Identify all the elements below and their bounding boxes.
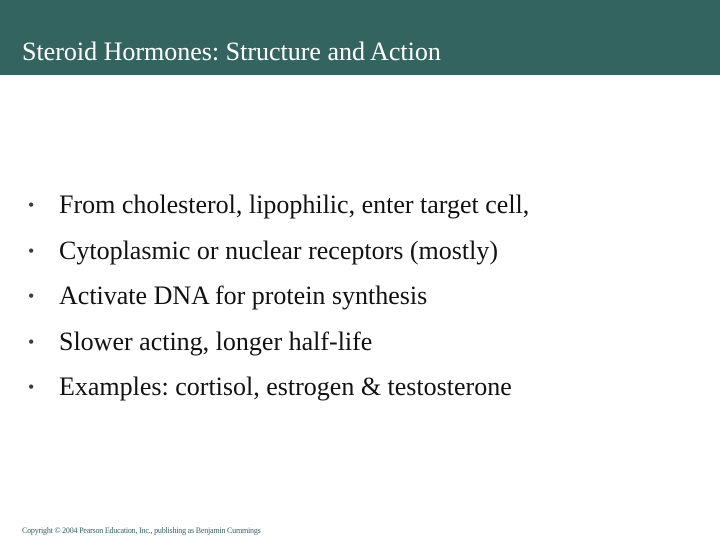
bullet-icon: •: [28, 286, 35, 306]
bullet-text: Cytoplasmic or nuclear receptors (mostly): [59, 235, 498, 265]
bullet-text: Slower acting, longer half-life: [59, 326, 373, 356]
bullet-text: From cholesterol, lipophilic, enter target cell,: [59, 190, 530, 219]
bullet-icon: •: [28, 195, 35, 215]
slide-title: Steroid Hormones: Structure and Action: [22, 37, 441, 66]
title-bar: [0, 0, 720, 75]
bullet-icon: •: [28, 240, 35, 261]
bullet-text: Activate DNA for protein synthesis: [59, 281, 428, 310]
bullet-icon: •: [28, 377, 35, 397]
bullet-text: Examples: cortisol, estrogen & testosterone: [59, 372, 512, 401]
bullet-icon: •: [28, 331, 35, 352]
copyright-footer: Copyright © 2004 Pearson Education, Inc., publishing as Benjamin Cummings: [22, 526, 261, 535]
